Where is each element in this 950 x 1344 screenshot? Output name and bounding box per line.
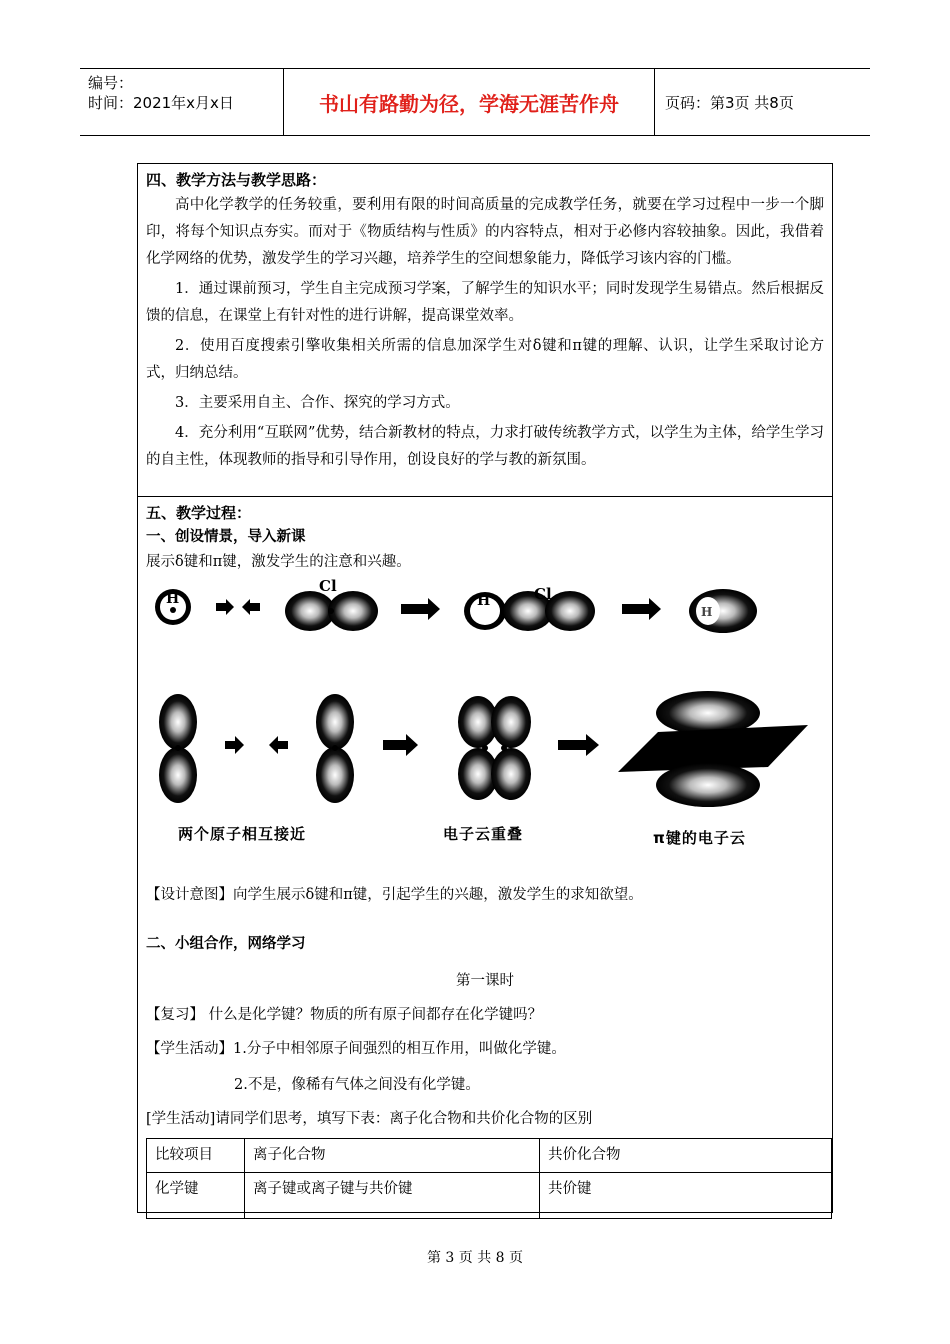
arrow-right-icon <box>216 599 234 615</box>
review-text: 【复习】 什么是化学键？物质的所有原子间都存在化学键吗？ <box>146 1007 543 1023</box>
table-row <box>147 1173 832 1219</box>
h-label: H <box>166 591 180 607</box>
paragraph-intro: 高中化学教学的任务较重，要利用有限的时间高质量的完成教学任务，就要在学习过程中一步一个脚印，将每个知识点夯实。而对于《物质结构与性质》的内容特点，相对于必修内容较抽象。因此，我借着化学网络的优势，激发学生的学习兴趣，培养学生的空间想象能力，降低学习该内容的门槛。 <box>146 197 824 267</box>
paragraph-item: 2．使用百度搜索引擎收集相关所需的信息加深学生对δ键和π键的理解、认识，让学生采取讨论方式，归纳总结。 <box>146 338 824 381</box>
paragraph-item: 3．主要采用自主、合作、探究的学习方式。 <box>175 395 460 411</box>
subsection-title: 二、小组合作，网络学习 <box>146 936 306 952</box>
header-info <box>80 69 283 135</box>
table-cell: 化学键 <box>147 1173 245 1219</box>
p-orbital-right <box>316 694 354 803</box>
table-header: 离子化合物 <box>245 1139 540 1173</box>
table-header: 比较项目 <box>147 1139 245 1173</box>
caption-overlap: 电子云重叠 <box>443 825 524 843</box>
section-methods <box>138 164 832 497</box>
cl-atom <box>285 591 378 631</box>
paragraph-item: 1．通过课前预习，学生自主完成预习学案，了解学生的知识水平；同时发现学生易错点。然后根据反馈的信息，在课堂上有针对性的进行讲解，提高课堂效率。 <box>146 281 824 324</box>
subsection-title: 一、创设情景，导入新课 <box>146 529 306 545</box>
activity-text: 【学生活动】1.分子中相邻原子间强烈的相互作用，叫做化学键。 <box>146 1041 566 1057</box>
orbital-figure <box>138 577 824 887</box>
activity-text: 2.不是，像稀有气体之间没有化学键。 <box>234 1077 480 1093</box>
orbital-diagram <box>138 577 834 887</box>
design-intent: 【设计意图】向学生展示δ键和π键，引起学生的兴趣，激发学生的求知欲望。 <box>146 887 643 903</box>
caption-approach: 两个原子相互接近 <box>178 825 307 843</box>
h-label: H <box>701 605 713 619</box>
section-title: 四、教学方法与教学思路： <box>146 171 327 189</box>
arrow-right-icon <box>622 598 661 620</box>
section-process <box>138 497 832 1219</box>
pi-bond-cloud <box>618 691 808 807</box>
show-text: 展示δ键和π键，激发学生的注意和兴趣。 <box>146 554 411 570</box>
arrow-right-icon <box>401 598 440 620</box>
p-orbital-left <box>159 694 197 803</box>
table-header-row <box>147 1139 832 1173</box>
comparison-table <box>146 1138 832 1219</box>
arrow-right-icon <box>383 734 418 756</box>
page-header <box>80 68 870 136</box>
arrow-right-icon <box>558 734 599 756</box>
table-cell: 离子键或离子键与共价键 <box>245 1173 540 1219</box>
table-header: 共价化合物 <box>540 1139 832 1173</box>
section-title: 五、教学过程： <box>146 504 252 522</box>
overlap-orbitals <box>458 696 531 800</box>
header-page-info: 页码：第3页 共8页 <box>665 93 794 112</box>
cl-label: Cl <box>319 577 337 595</box>
table-cell: 共价键 <box>540 1173 832 1219</box>
arrow-right-icon <box>225 736 244 754</box>
h-label: H <box>477 593 491 609</box>
cl-label: Cl <box>534 585 552 603</box>
lesson-label: 第一课时 <box>456 973 514 989</box>
arrow-left-icon <box>269 736 288 754</box>
paragraph-item: 4．充分利用“互联网”优势，结合新教材的特点，力求打破传统教学方式，以学生为主体，给学生学习的自主性，体现教师的指导和引导作用，创设良好的学与教的新氛围。 <box>146 425 824 468</box>
hcl-molecule <box>689 589 757 633</box>
number-label: 编号： <box>88 74 134 92</box>
header-motto: 书山有路勤为径，学海无涯苦作舟 <box>283 69 655 135</box>
arrow-left-icon <box>242 599 260 615</box>
page-footer: 第 3 页 共 8 页 <box>426 1250 524 1266</box>
content-frame <box>137 163 833 1213</box>
caption-pi-cloud: π键的电子云 <box>653 829 746 847</box>
time-label: 时间：2021年x月x日 <box>88 94 234 112</box>
activity-text: [学生活动]请同学们思考，填写下表：离子化合物和共价化合物的区别 <box>146 1111 593 1127</box>
